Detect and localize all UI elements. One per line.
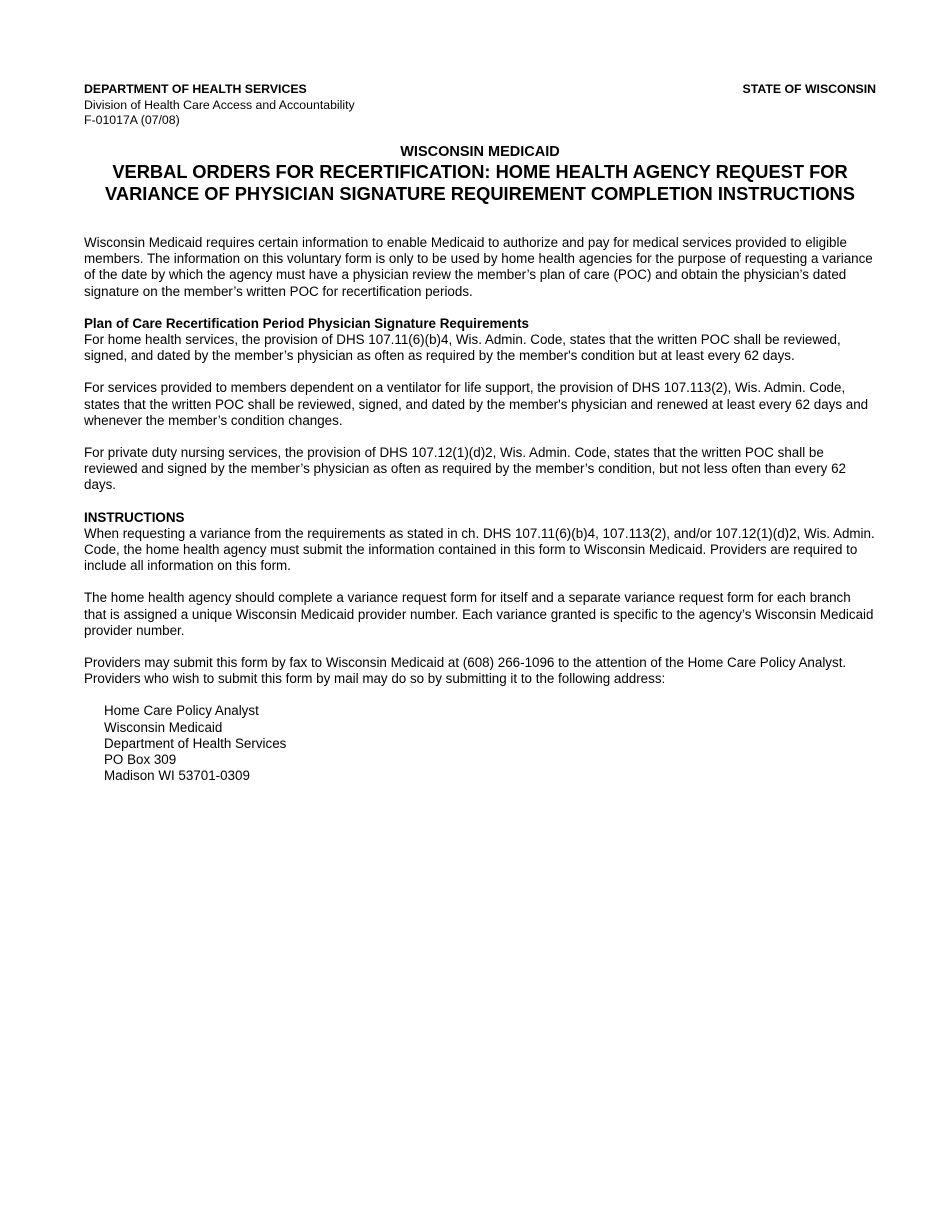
- document-title: [84, 161, 876, 205]
- form-header: [84, 82, 876, 130]
- document-page: [84, 82, 876, 784]
- instructions-heading: INSTRUCTIONS: [84, 509, 185, 525]
- state-name: STATE OF WISCONSIN: [742, 82, 876, 96]
- agency-block: [84, 82, 355, 129]
- form-number: F-01017A (07/08): [84, 113, 180, 127]
- title-line-1: VERBAL ORDERS FOR RECERTIFICATION: HOME HEALTH AGENCY REQUEST FOR: [112, 161, 848, 182]
- intro-paragraph: Wisconsin Medicaid requires certain information to enable Medicaid to authorize and pay for medical services provided to eligible members. The information on this voluntary form is only to be used by home health agencies for the purpose of requesting a variance of the date by which the agency must have a physician review the member’s plan of care (POC) and obtain the physician’s dated signature on the member’s written POC for recertification periods.: [84, 235, 873, 299]
- address-line: Department of Health Services: [104, 735, 287, 751]
- poc-section-heading: Plan of Care Recertification Period Physician Signature Requirements: [84, 315, 529, 331]
- division-name: Division of Health Care Access and Accountability: [84, 97, 355, 112]
- address-line: PO Box 309: [104, 752, 177, 768]
- poc-paragraph-3: For private duty nursing services, the provision of DHS 107.12(1)(d)2, Wis. Admin. Code, states that the written POC shall be reviewed and signed by the member’s physician as often as required by the member’s condition, but not less often than every 62 days.: [84, 445, 846, 493]
- department-name: DEPARTMENT OF HEALTH SERVICES: [84, 82, 307, 96]
- address-line: Madison WI 53701-0309: [104, 768, 250, 784]
- address-line: Wisconsin Medicaid: [104, 719, 223, 735]
- instructions-paragraph-1: When requesting a variance from the requirements as stated in ch. DHS 107.11(6)(b)4, 107.113(2), and/or 107.12(1)(d)2, Wis. Admin. Code, the home health agency must submit the information contained in this form to Wisconsin Medicaid. Providers are required to include all information on this form.: [84, 525, 875, 574]
- instructions-paragraph-2: The home health agency should complete a variance request form for itself and a separate variance request form for each branch that is assigned a unique Wisconsin Medicaid provider number. Each variance granted is specific to the agency’s Wisconsin Medicaid provider number.: [84, 590, 874, 638]
- title-line-2: VARIANCE OF PHYSICIAN SIGNATURE REQUIREMENT COMPLETION INSTRUCTIONS: [105, 183, 855, 204]
- poc-section: [84, 316, 876, 365]
- instructions-section: [84, 510, 876, 575]
- mailing-address: [104, 703, 876, 784]
- address-line: Home Care Policy Analyst: [104, 703, 259, 719]
- poc-paragraph-1: For home health services, the provision of DHS 107.11(6)(b)4, Wis. Admin. Code, states that the written POC shall be reviewed, signed, and dated by the member’s physician as often as required by the member's condition but at least every 62 days.: [84, 332, 841, 364]
- program-name: WISCONSIN MEDICAID: [400, 144, 560, 160]
- poc-paragraph-2: For services provided to members dependent on a ventilator for life support, the provision of DHS 107.113(2), Wis. Admin. Code, states that the written POC shall be reviewed, signed, and dated by the member's physician and renewed at least every 62 days and whenever the member’s condition changes.: [84, 380, 869, 428]
- instructions-paragraph-3: Providers may submit this form by fax to Wisconsin Medicaid at (608) 266-1096 to the attention of the Home Care Policy Analyst. Providers who wish to submit this form by mail may do so by submitting it to the following address:: [84, 655, 847, 687]
